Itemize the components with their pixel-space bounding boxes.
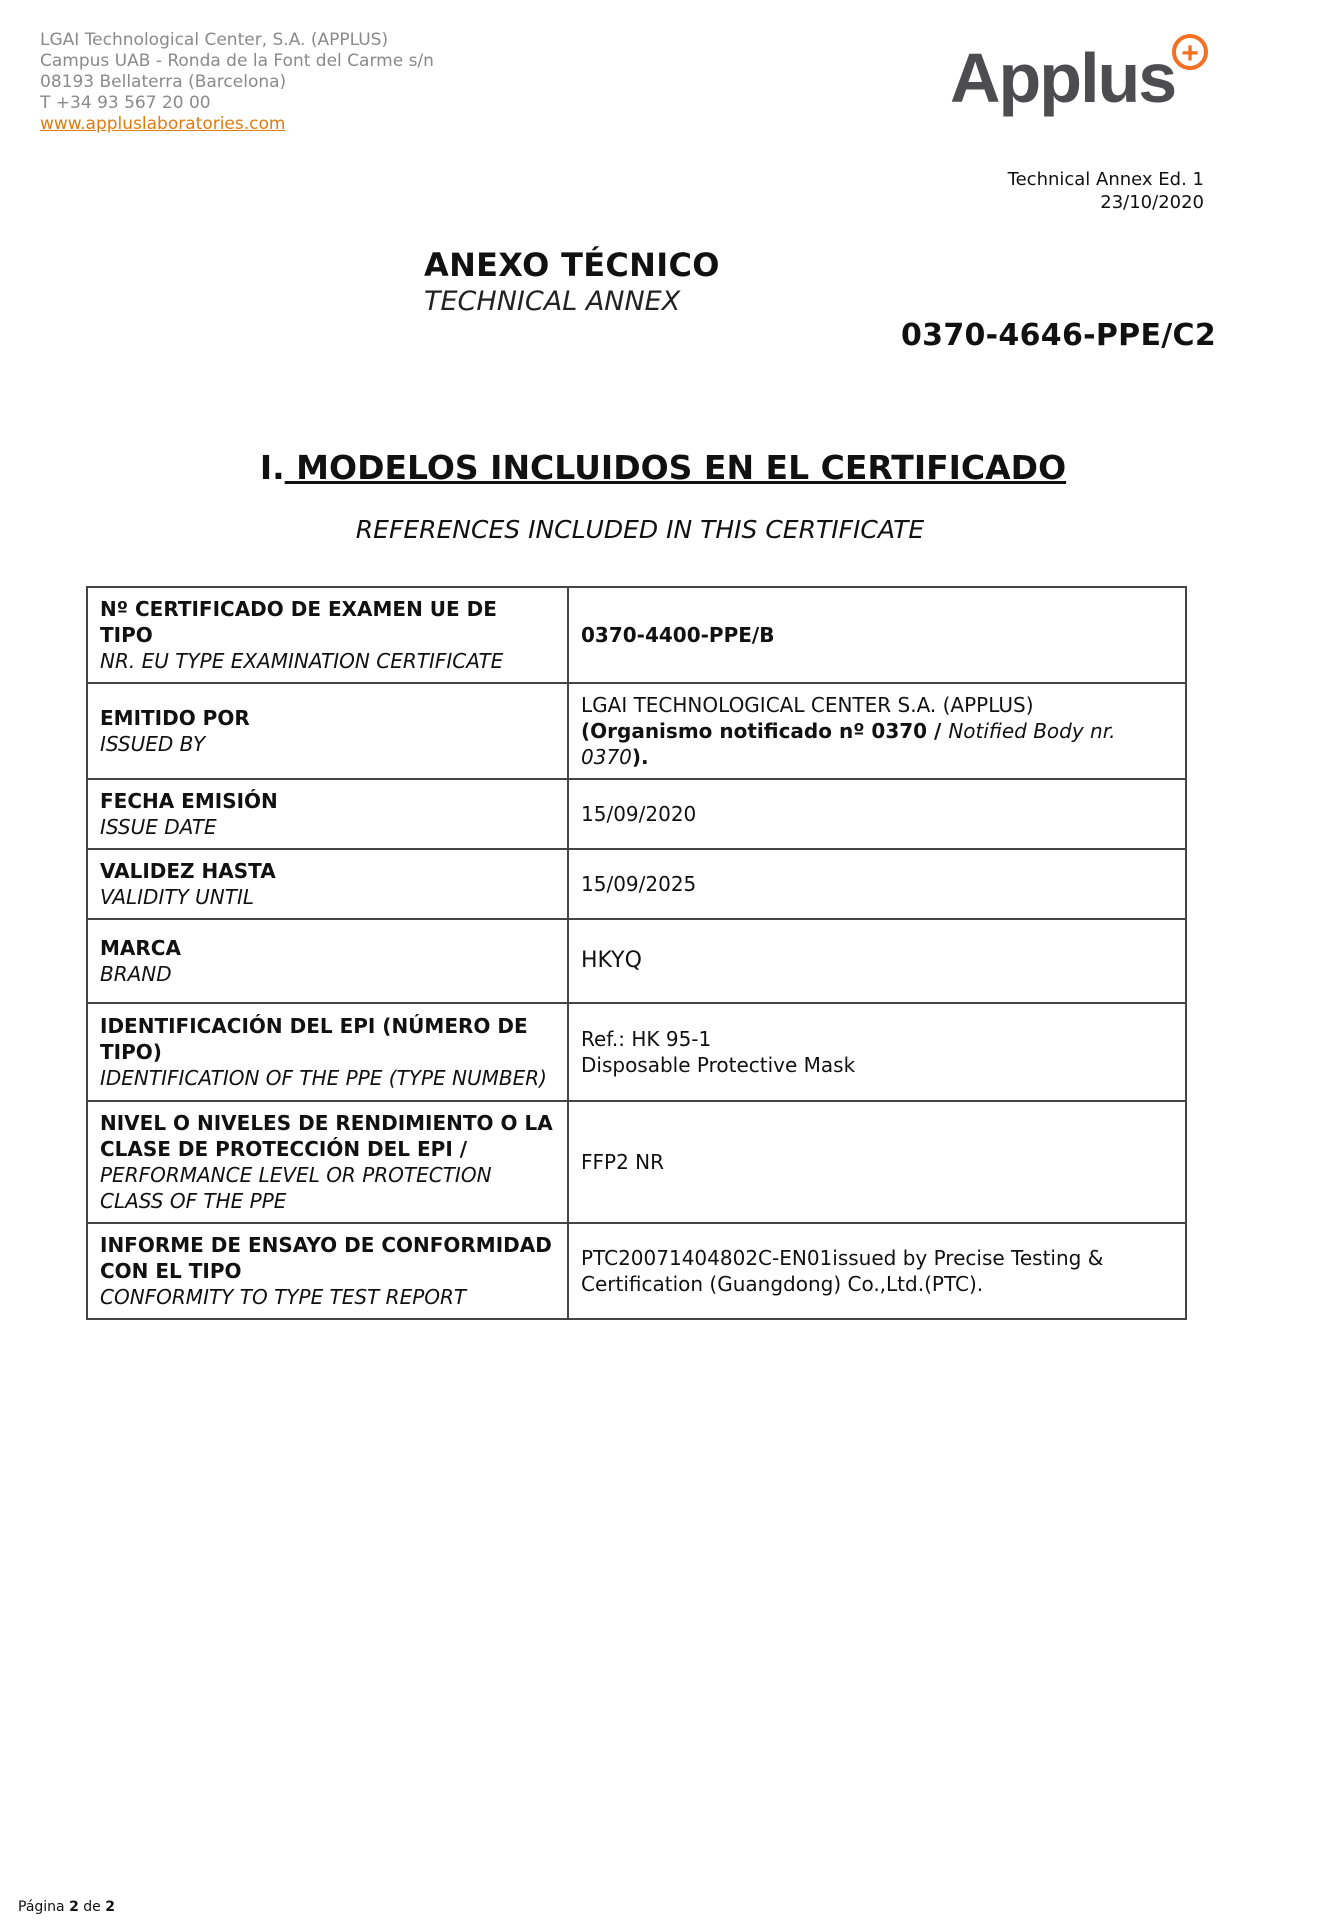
value-bold: (Organismo notificado nº 0370 /	[581, 719, 949, 743]
row-label	[87, 1223, 568, 1319]
value-text: 0370-4400-PPE/B	[581, 623, 775, 647]
address-line: 08193 Bellaterra (Barcelona)	[40, 72, 287, 92]
label-en: IDENTIFICATION OF THE PPE (TYPE NUMBER)	[100, 1066, 547, 1090]
title-spanish: ANEXO TÉCNICO	[424, 246, 720, 284]
label-es: NIVEL O NIVELES DE RENDIMIENTO O LA CLASE DE PROTECCIÓN DEL EPI /	[100, 1111, 553, 1161]
address-line: T +34 93 567 20 00	[40, 93, 211, 113]
certificate-info-table	[86, 586, 1187, 1320]
label-es: INFORME DE ENSAYO DE CONFORMIDAD CON EL TIPO	[100, 1233, 552, 1283]
value-line: LGAI TECHNOLOGICAL CENTER S.A. (APPLUS)	[581, 693, 1034, 717]
label-en: VALIDITY UNTIL	[100, 885, 254, 909]
row-label	[87, 849, 568, 919]
row-label	[87, 919, 568, 1003]
label-en: PERFORMANCE LEVEL OR PROTECTION CLASS OF THE PPE	[100, 1163, 492, 1213]
table-row	[87, 779, 1186, 849]
page-total: 2	[105, 1899, 115, 1915]
row-value	[568, 1003, 1186, 1101]
label-es: IDENTIFICACIÓN DEL EPI (NÚMERO DE TIPO)	[100, 1014, 528, 1064]
row-value: HKYQ	[568, 919, 1186, 1003]
website-link[interactable]: www.appluslaboratories.com	[40, 114, 286, 134]
certificate-number: 0370-4646-PPE/C2	[900, 318, 1216, 353]
value-italic: Notified Body nr. 0370	[581, 719, 1116, 769]
document-title	[424, 246, 720, 317]
row-label	[87, 683, 568, 779]
logo-wordmark: Applus	[950, 39, 1176, 117]
label-en: NR. EU TYPE EXAMINATION CERTIFICATE	[100, 649, 504, 673]
row-value: 15/09/2020	[568, 779, 1186, 849]
row-label	[87, 779, 568, 849]
logo-plus-icon: +	[1181, 37, 1199, 70]
row-value	[568, 683, 1186, 779]
value-line	[581, 718, 1173, 770]
table-row	[87, 683, 1186, 779]
row-value: PTC20071404802C-EN01issued by Precise Testing & Certification (Guangdong) Co.,Ltd.(PTC).	[568, 1223, 1186, 1319]
annex-edition: Technical Annex Ed. 1	[1007, 169, 1204, 190]
row-value	[568, 587, 1186, 683]
annex-date: 23/10/2020	[1100, 192, 1204, 213]
title-english: TECHNICAL ANNEX	[424, 286, 681, 317]
row-value: 15/09/2025	[568, 849, 1186, 919]
section-subtitle: REFERENCES INCLUDED IN THIS CERTIFICATE	[355, 515, 925, 544]
label-en: BRAND	[100, 962, 172, 986]
label-es: VALIDEZ HASTA	[100, 859, 276, 883]
value-end: ).	[631, 745, 649, 769]
page-footer	[18, 1899, 115, 1915]
label-es: EMITIDO POR	[100, 706, 250, 730]
applus-logo-mark	[950, 32, 1215, 122]
table-row	[87, 1223, 1186, 1319]
table-row	[87, 919, 1186, 1003]
section-heading	[0, 448, 1326, 487]
label-es: MARCA	[100, 936, 181, 960]
label-en: ISSUE DATE	[100, 815, 217, 839]
value-line: Disposable Protective Mask	[581, 1053, 856, 1077]
section-title: MODELOS INCLUIDOS EN EL CERTIFICADO	[284, 448, 1067, 487]
page-current: 2	[69, 1899, 79, 1915]
label-es: FECHA EMISIÓN	[100, 789, 278, 813]
annex-edition-block	[1008, 168, 1204, 214]
page-word: Página	[18, 1899, 65, 1915]
label-en: CONFORMITY TO TYPE TEST REPORT	[100, 1285, 467, 1309]
table-row	[87, 587, 1186, 683]
address-line: Campus UAB - Ronda de la Font del Carme s/n	[40, 51, 434, 71]
applus-logo	[950, 32, 1215, 126]
row-label	[87, 1003, 568, 1101]
row-value: FFP2 NR	[568, 1101, 1186, 1223]
company-address	[40, 30, 434, 135]
of-word: de	[83, 1899, 101, 1915]
row-label	[87, 587, 568, 683]
value-line: Ref.: HK 95-1	[581, 1027, 712, 1051]
section-number: I.	[259, 448, 285, 487]
address-line: LGAI Technological Center, S.A. (APPLUS)	[40, 30, 389, 50]
row-label	[87, 1101, 568, 1223]
label-en: ISSUED BY	[100, 732, 206, 756]
table-row	[87, 1003, 1186, 1101]
table-row	[87, 1101, 1186, 1223]
table-row	[87, 849, 1186, 919]
label-es: Nº CERTIFICADO DE EXAMEN UE DE TIPO	[100, 597, 497, 647]
